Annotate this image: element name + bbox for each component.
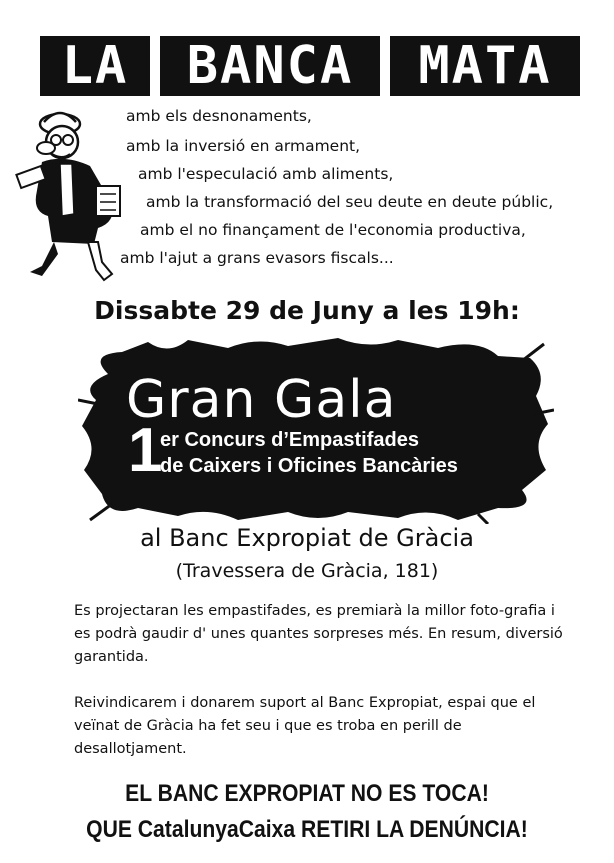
venue-address: (Travessera de Gràcia, 181)	[175, 560, 439, 582]
intro-line: amb la inversió en armament,	[126, 137, 361, 155]
intro-line: amb l'especulació amb aliments,	[138, 165, 394, 183]
event-date: Dissabte 29 de Juny a les 19h:	[94, 296, 520, 325]
gala-title: Gran Gala	[126, 370, 397, 430]
title-word-la: LA	[40, 36, 150, 96]
intro-line: amb l'ajut a grans evasors fiscals...	[120, 249, 394, 267]
description-paragraph-1: Es projectaran les empastifades, es premiarà la millor foto-grafia i es podrà gaudir d' unes quantes sorpreses més. En resum, diversió garantida.	[74, 603, 563, 665]
slogan-line-2: QUE CatalunyaCaixa RETIRI LA DENÚNCIA!	[86, 816, 528, 843]
contest-ordinal-number: 1	[128, 416, 163, 485]
intro-line: amb el no finançament de l'economia productiva,	[140, 221, 526, 239]
venue: al Banc Expropiat de Gràcia	[140, 524, 474, 552]
contest-name-line-2: de Caixers i Oficines Bancàries	[160, 455, 458, 477]
poster-title	[40, 36, 580, 96]
intro-list	[0, 106, 614, 276]
contest-name-line-1: er Concurs d’Empastifades	[160, 429, 419, 451]
intro-line: amb la transformació del seu deute en deute públic,	[146, 193, 554, 211]
title-word-mata: MATA	[390, 36, 580, 96]
slogan-line-1: EL BANC EXPROPIAT NO ES TOCA!	[125, 780, 489, 807]
title-word-banca: BANCA	[160, 36, 380, 96]
intro-line: amb els desnonaments,	[126, 107, 312, 125]
description-paragraph-2: Reivindicarem i donarem suport al Banc Expropiat, espai que el veïnat de Gràcia ha fet seu i que es troba en perill de desallotjament.	[74, 695, 536, 757]
